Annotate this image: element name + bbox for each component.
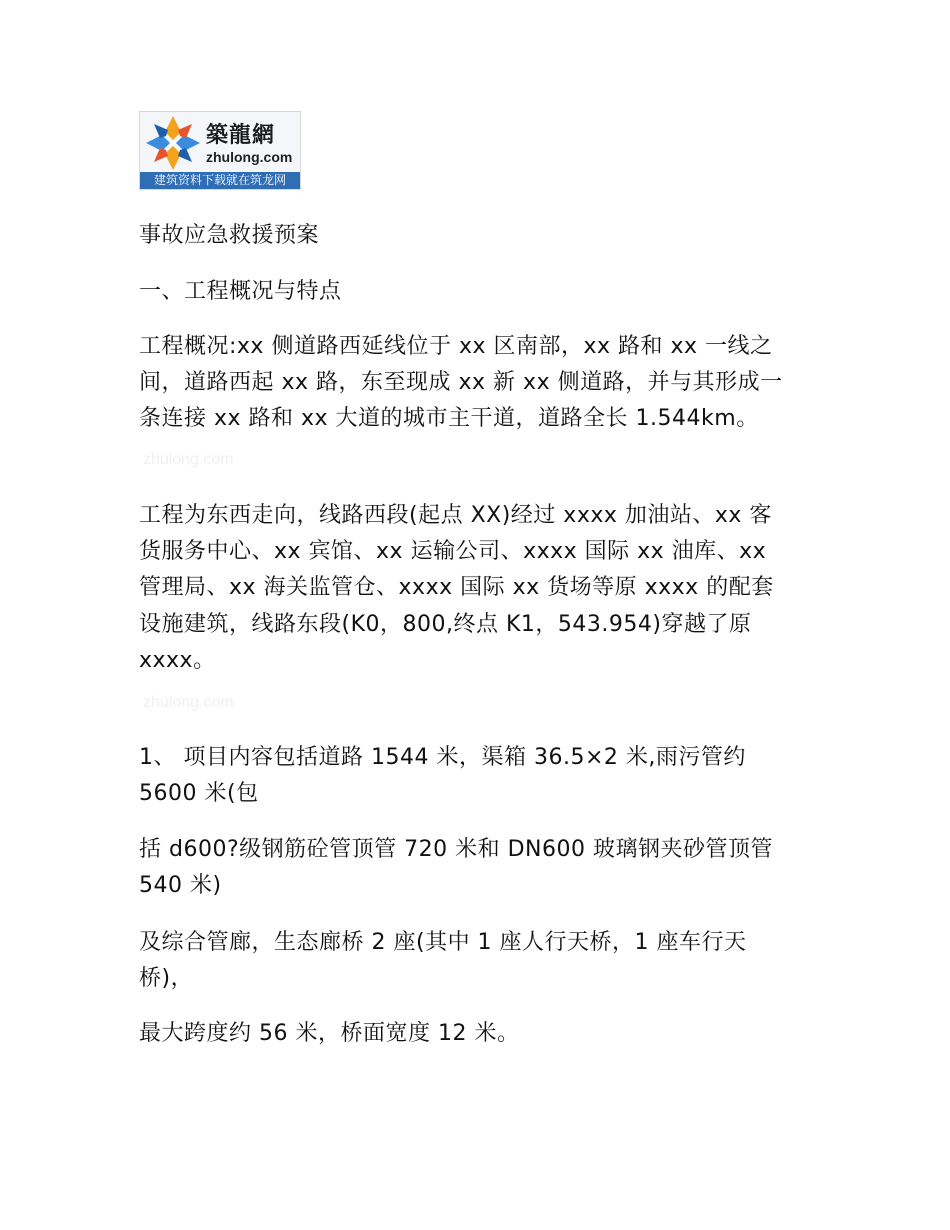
zhulong-emblem-icon: [144, 114, 202, 172]
paragraph-1-line-1: 工程概况:xx 侧道路西延线位于 xx 区南部，xx 路和 xx 一线之: [139, 334, 773, 359]
watermark-text: zhulong.com: [143, 694, 234, 711]
item-1c-line-2: 桥)，: [139, 966, 194, 991]
item-1b-line-1: 括 d600?级钢筋砼管顶管 720 米和 DN600 玻璃钢夹砂管顶管: [139, 837, 773, 862]
paragraph-2-line-4: 设施建筑，线路东段(K0，800,终点 K1，543.954)穿越了原: [139, 612, 752, 637]
item-1-line-1: 1、 项目内容包括道路 1544 米，渠箱 36.5×2 米,雨污管约: [139, 745, 746, 770]
item-1-line-2: 5600 米(包: [139, 781, 259, 806]
paragraph-1-line-3: 条连接 xx 路和 xx 大道的城市主干道，道路全长 1.544km。: [139, 406, 759, 431]
paragraph-2-line-2: 货服务中心、xx 宾馆、xx 运输公司、xxxx 国际 xx 油库、xx: [139, 539, 767, 564]
document-title: 事故应急救援预案: [139, 223, 320, 248]
logo-domain: zhulong.com: [206, 149, 293, 165]
paragraph-1-line-2: 间，道路西起 xx 路，东至现成 xx 新 xx 侧道路，并与其形成一: [139, 370, 783, 395]
paragraph-2-line-1: 工程为东西走向，线路西段(起点 XX)经过 xxxx 加油站、xx 客: [139, 503, 772, 528]
logo-tagline: 建筑资料下载就在筑龙网: [140, 172, 300, 189]
item-1d-line-1: 最大跨度约 56 米，桥面宽度 12 米。: [139, 1021, 520, 1046]
logo-top-panel: [140, 112, 300, 172]
item-1b-line-2: 540 米): [139, 873, 222, 898]
logo-chinese-name: 築龍網: [206, 122, 276, 148]
paragraph-2-line-5: xxxx。: [139, 648, 216, 673]
section-heading: 一、工程概况与特点: [139, 279, 342, 304]
zhulong-logo: [139, 111, 301, 190]
paragraph-2-line-3: 管理局、xx 海关监管仓、xxxx 国际 xx 货场等原 xxxx 的配套: [139, 575, 774, 600]
watermark-text: zhulong.com: [143, 451, 234, 468]
item-1c-line-1: 及综合管廊，生态廊桥 2 座(其中 1 座人行天桥，1 座车行天: [139, 930, 747, 955]
